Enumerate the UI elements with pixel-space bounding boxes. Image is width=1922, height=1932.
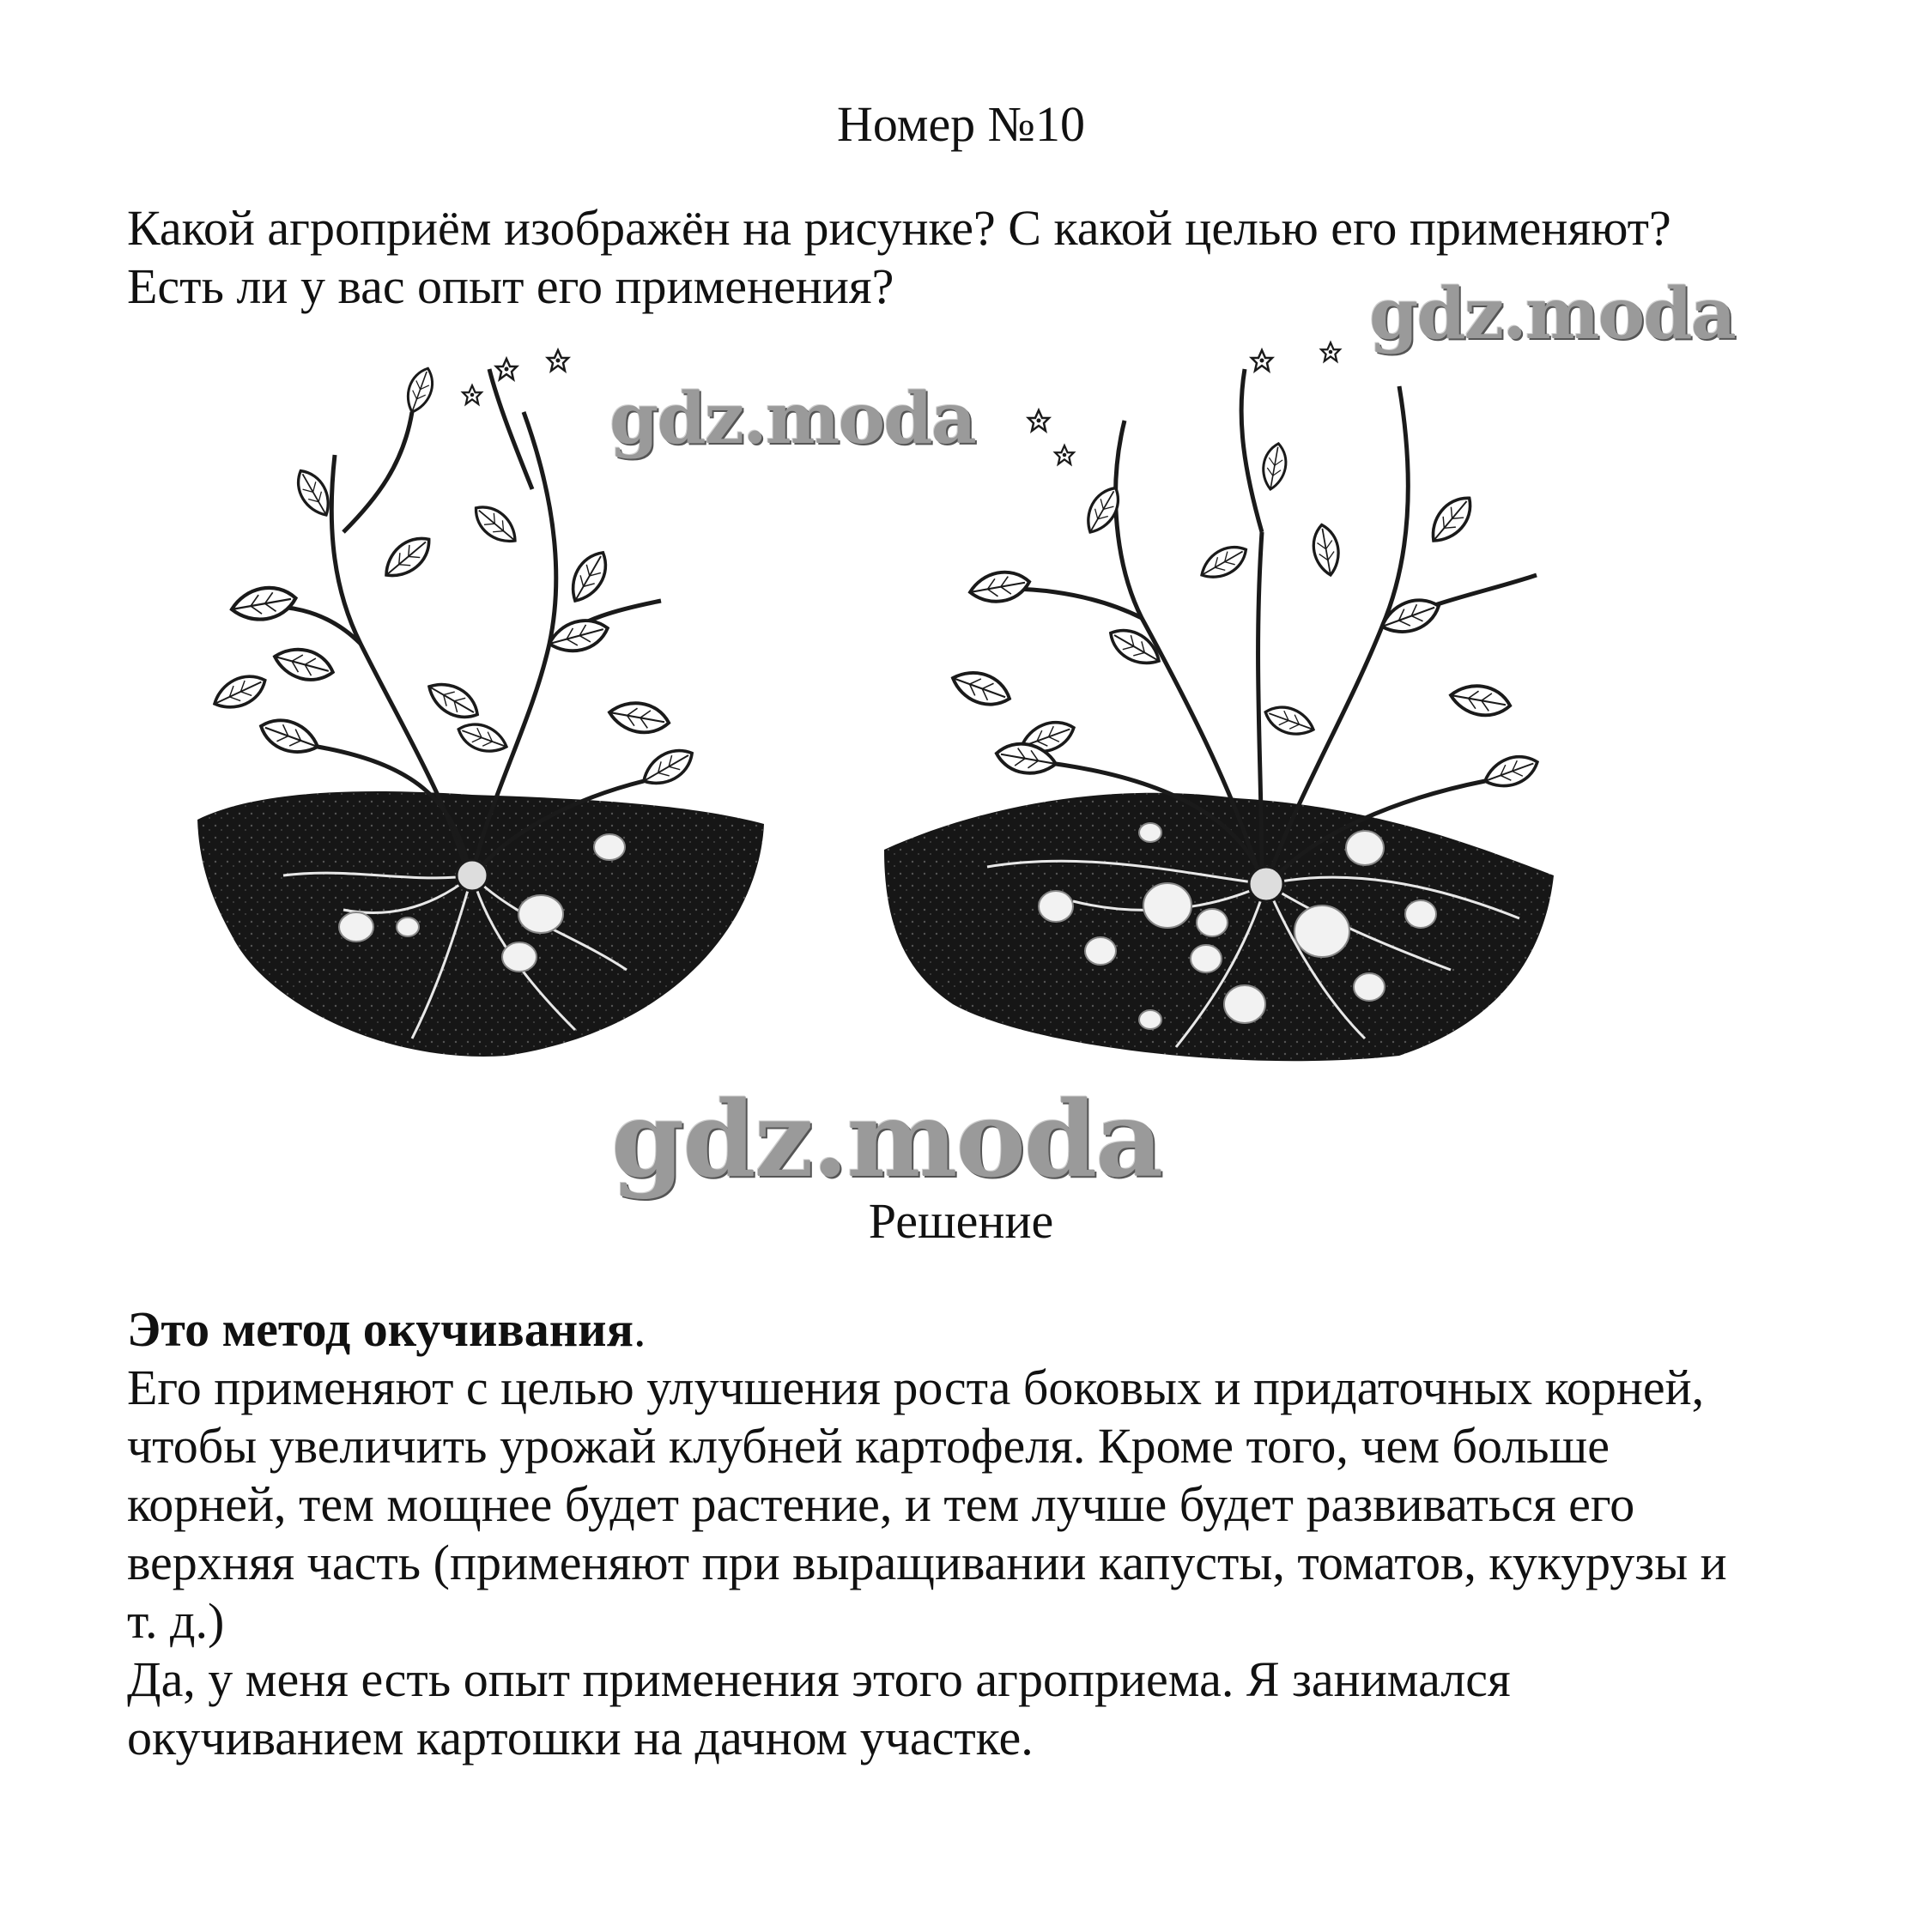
left-soil	[197, 791, 764, 1057]
answer-line: корней, тем мощнее будет растение, и тем лучше будет развиваться его	[127, 1476, 1635, 1532]
answer-headline-end: .	[633, 1301, 646, 1357]
watermark: gdz.moda	[1369, 273, 1735, 355]
answer-text	[127, 1300, 1835, 1767]
answer-line: т. д.)	[127, 1593, 225, 1649]
right-flowers	[1028, 342, 1340, 464]
answer-line: чтобы увеличить урожай клубней картофеля. Кроме того, чем больше	[127, 1418, 1610, 1474]
page-title: Номер №10	[836, 96, 1086, 152]
question-line: Какой агроприём изображён на рисунке? С какой целью его применяют?	[127, 200, 1671, 256]
right-leaves	[948, 442, 1542, 794]
answer-headline-bold: Это метод окучивания	[127, 1301, 634, 1357]
answer-headline	[127, 1300, 1835, 1359]
watermark: gdz.moda	[611, 1077, 1162, 1201]
watermark: gdz.moda	[609, 378, 975, 460]
left-flowers	[463, 350, 568, 404]
answer-line: окучиванием картошки на дачном участке.	[127, 1710, 1034, 1765]
answer-line: Его применяют с целью улучшения роста боковых и придаточных корней,	[127, 1360, 1705, 1415]
answer-line: Да, у меня есть опыт применения этого агроприема. Я занимался	[127, 1651, 1511, 1707]
solution-label: Решение	[868, 1193, 1054, 1249]
answer-line: верхняя часть (применяют при выращивании капусты, томатов, кукурузы и	[127, 1535, 1727, 1590]
question-line: Есть ли у вас опыт его применения?	[127, 258, 894, 314]
right-plant	[884, 342, 1554, 1061]
